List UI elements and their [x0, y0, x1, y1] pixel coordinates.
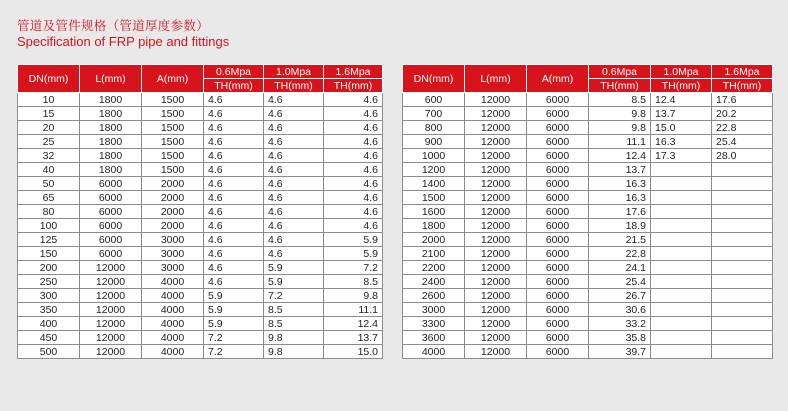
header-dn: DN(mm)	[18, 65, 80, 93]
table-cell	[712, 177, 773, 191]
table-cell	[712, 289, 773, 303]
table-row	[18, 289, 383, 303]
header-pressure-16: 1.6Mpa	[712, 65, 773, 79]
table-row	[403, 121, 773, 135]
table-cell: 5.9	[264, 275, 324, 289]
table-row	[403, 205, 773, 219]
table-cell: 4.6	[264, 247, 324, 261]
table-cell: 4.6	[204, 275, 264, 289]
table-cell: 20	[18, 121, 80, 135]
table-row	[18, 275, 383, 289]
table-cell: 9.8	[589, 121, 651, 135]
table-cell: 4.6	[324, 163, 383, 177]
table-row	[403, 261, 773, 275]
header-a: A(mm)	[142, 65, 204, 93]
table-cell: 6000	[527, 149, 589, 163]
table-cell: 6000	[527, 121, 589, 135]
table-cell: 1500	[142, 107, 204, 121]
table-cell: 6000	[527, 163, 589, 177]
table-cell: 7.2	[324, 261, 383, 275]
table-cell: 17.3	[651, 149, 712, 163]
table-cell: 1800	[403, 219, 465, 233]
table-cell: 4.6	[204, 121, 264, 135]
table-cell: 12000	[465, 233, 527, 247]
table-cell: 1200	[403, 163, 465, 177]
table-cell: 1800	[80, 93, 142, 107]
table-cell: 4000	[142, 345, 204, 359]
table-cell: 22.8	[712, 121, 773, 135]
table-cell: 6000	[527, 317, 589, 331]
table-cell	[651, 303, 712, 317]
table-cell: 6000	[527, 303, 589, 317]
table-cell	[712, 163, 773, 177]
table-cell: 12000	[80, 261, 142, 275]
table-cell	[712, 205, 773, 219]
table-row	[403, 233, 773, 247]
table-row	[18, 177, 383, 191]
header-pressure-10: 1.0Mpa	[651, 65, 712, 79]
header-pressure-06: 0.6Mpa	[204, 65, 264, 79]
table-row	[403, 275, 773, 289]
table-row	[18, 135, 383, 149]
table-cell: 25.4	[589, 275, 651, 289]
table-cell: 9.8	[589, 107, 651, 121]
table-cell	[651, 345, 712, 359]
table-cell: 5.9	[204, 303, 264, 317]
table-cell: 12000	[465, 135, 527, 149]
table-cell: 6000	[527, 345, 589, 359]
table-cell: 4.6	[204, 93, 264, 107]
table-cell: 4000	[142, 331, 204, 345]
table-row	[18, 107, 383, 121]
table-cell: 800	[403, 121, 465, 135]
table-cell: 12000	[80, 275, 142, 289]
table-row	[18, 331, 383, 345]
table-cell: 4.6	[204, 135, 264, 149]
table-row	[18, 149, 383, 163]
page-title-en: Specification of FRP pipe and fittings	[17, 34, 230, 49]
table-cell	[651, 247, 712, 261]
table-cell: 4.6	[204, 163, 264, 177]
spec-table-right	[402, 64, 773, 359]
table-cell: 6000	[527, 135, 589, 149]
table-cell: 4.6	[264, 135, 324, 149]
table-cell: 4.6	[264, 121, 324, 135]
table-cell	[651, 205, 712, 219]
header-pressure-16: 1.6Mpa	[324, 65, 383, 79]
table-cell: 12000	[465, 289, 527, 303]
table-cell: 8.5	[264, 303, 324, 317]
table-cell: 22.8	[589, 247, 651, 261]
header-th: TH(mm)	[589, 79, 651, 93]
table-cell: 12000	[465, 345, 527, 359]
table-cell: 700	[403, 107, 465, 121]
table-cell: 3300	[403, 317, 465, 331]
table-cell: 12.4	[651, 93, 712, 107]
table-cell: 7.2	[204, 331, 264, 345]
table-cell	[712, 331, 773, 345]
table-cell: 6000	[527, 261, 589, 275]
table-row	[18, 233, 383, 247]
table-cell: 900	[403, 135, 465, 149]
table-cell: 6000	[80, 177, 142, 191]
table-cell: 16.3	[589, 191, 651, 205]
table-row	[18, 261, 383, 275]
table-cell: 6000	[527, 233, 589, 247]
table-cell	[651, 233, 712, 247]
table-cell: 12.4	[589, 149, 651, 163]
table-cell: 4000	[403, 345, 465, 359]
table-cell	[712, 261, 773, 275]
table-cell: 7.2	[264, 289, 324, 303]
table-cell: 1800	[80, 135, 142, 149]
table-row	[18, 345, 383, 359]
table-cell: 4000	[142, 317, 204, 331]
table-cell: 65	[18, 191, 80, 205]
table-row	[18, 303, 383, 317]
table-cell	[712, 275, 773, 289]
table-cell: 6000	[80, 219, 142, 233]
table-cell: 4.6	[324, 121, 383, 135]
table-cell	[651, 219, 712, 233]
table-cell: 6000	[80, 205, 142, 219]
table-cell: 25.4	[712, 135, 773, 149]
table-cell: 4.6	[204, 149, 264, 163]
table-cell: 6000	[527, 107, 589, 121]
table-row	[403, 317, 773, 331]
table-row	[403, 135, 773, 149]
table-cell: 15.0	[651, 121, 712, 135]
table-row	[403, 247, 773, 261]
table-cell: 6000	[527, 331, 589, 345]
table-row	[18, 247, 383, 261]
table-cell: 12000	[465, 219, 527, 233]
header-pressure-06: 0.6Mpa	[589, 65, 651, 79]
table-cell: 12000	[465, 275, 527, 289]
table-cell: 500	[18, 345, 80, 359]
table-cell: 4.6	[204, 205, 264, 219]
table-cell: 9.8	[324, 289, 383, 303]
table-cell: 4.6	[324, 191, 383, 205]
table-cell: 4.6	[264, 93, 324, 107]
table-cell: 80	[18, 205, 80, 219]
table-cell	[651, 163, 712, 177]
table-cell: 4000	[142, 275, 204, 289]
table-cell: 12000	[80, 289, 142, 303]
table-row	[403, 219, 773, 233]
table-cell: 12000	[465, 163, 527, 177]
table-row	[18, 205, 383, 219]
table-cell: 3000	[142, 233, 204, 247]
table-cell: 6000	[527, 205, 589, 219]
table-cell: 4.6	[264, 219, 324, 233]
header-l: L(mm)	[465, 65, 527, 93]
table-row	[18, 163, 383, 177]
header-th: TH(mm)	[264, 79, 324, 93]
table-row	[403, 93, 773, 107]
table-cell	[712, 303, 773, 317]
table-cell: 2000	[142, 219, 204, 233]
table-cell: 8.5	[324, 275, 383, 289]
table-row	[18, 317, 383, 331]
table-row	[403, 331, 773, 345]
table-cell: 11.1	[589, 135, 651, 149]
table-cell: 12000	[465, 331, 527, 345]
table-cell: 16.3	[651, 135, 712, 149]
table-cell: 1500	[142, 163, 204, 177]
table-cell: 12000	[80, 345, 142, 359]
table-cell: 2200	[403, 261, 465, 275]
table-cell: 2000	[403, 233, 465, 247]
table-cell: 12000	[80, 303, 142, 317]
table-cell	[712, 191, 773, 205]
table-cell: 4.6	[324, 177, 383, 191]
table-cell: 12000	[465, 303, 527, 317]
title-block	[17, 18, 229, 50]
table-cell: 4000	[142, 289, 204, 303]
table-cell	[651, 331, 712, 345]
table-cell: 24.1	[589, 261, 651, 275]
header-th: TH(mm)	[651, 79, 712, 93]
table-cell: 1500	[142, 149, 204, 163]
table-cell: 4.6	[204, 219, 264, 233]
table-cell: 4.6	[204, 247, 264, 261]
table-row	[403, 345, 773, 359]
table-cell: 3000	[142, 247, 204, 261]
table-cell: 33.2	[589, 317, 651, 331]
table-cell: 7.2	[204, 345, 264, 359]
table-cell: 1800	[80, 107, 142, 121]
table-cell	[651, 289, 712, 303]
table-cell: 4.6	[324, 135, 383, 149]
table-cell: 4000	[142, 303, 204, 317]
table-row	[403, 107, 773, 121]
table-cell: 4.6	[324, 219, 383, 233]
header-th: TH(mm)	[204, 79, 264, 93]
table-cell: 5.9	[204, 289, 264, 303]
table-cell: 4.6	[264, 163, 324, 177]
table-cell: 15	[18, 107, 80, 121]
table-row	[403, 177, 773, 191]
table-cell: 12.4	[324, 317, 383, 331]
table-cell: 8.5	[264, 317, 324, 331]
table-cell: 1500	[142, 93, 204, 107]
table-cell: 300	[18, 289, 80, 303]
table-cell: 4.6	[264, 205, 324, 219]
table-cell: 2400	[403, 275, 465, 289]
table-cell: 13.7	[651, 107, 712, 121]
table-cell: 17.6	[589, 205, 651, 219]
table-row	[403, 191, 773, 205]
table-cell: 6000	[527, 93, 589, 107]
table-cell: 250	[18, 275, 80, 289]
table-cell: 28.0	[712, 149, 773, 163]
table-cell	[651, 191, 712, 205]
header-pressure-10: 1.0Mpa	[264, 65, 324, 79]
table-cell: 3000	[142, 261, 204, 275]
table-row	[18, 93, 383, 107]
page-title-cn: 管道及管件规格（管道厚度参数）	[17, 19, 210, 33]
table-cell	[712, 247, 773, 261]
table-cell: 4.6	[204, 233, 264, 247]
header-l: L(mm)	[80, 65, 142, 93]
table-cell: 6000	[80, 233, 142, 247]
table-cell: 4.6	[324, 107, 383, 121]
table-cell: 3000	[403, 303, 465, 317]
table-cell: 125	[18, 233, 80, 247]
table-cell: 1400	[403, 177, 465, 191]
table-cell: 4.6	[264, 191, 324, 205]
table-cell	[651, 261, 712, 275]
table-cell: 12000	[465, 93, 527, 107]
table-cell: 6000	[527, 275, 589, 289]
header-th: TH(mm)	[712, 79, 773, 93]
table-cell: 5.9	[324, 247, 383, 261]
table-cell: 8.5	[589, 93, 651, 107]
table-cell: 4.6	[204, 191, 264, 205]
table-row	[18, 121, 383, 135]
table-cell: 4.6	[204, 261, 264, 275]
table-cell: 4.6	[264, 177, 324, 191]
table-cell: 15.0	[324, 345, 383, 359]
header-th: TH(mm)	[324, 79, 383, 93]
table-cell: 400	[18, 317, 80, 331]
table-cell: 9.8	[264, 345, 324, 359]
table-cell: 4.6	[324, 205, 383, 219]
table-cell: 600	[403, 93, 465, 107]
table-row	[403, 149, 773, 163]
table-cell	[712, 219, 773, 233]
table-cell: 1500	[403, 191, 465, 205]
table-cell: 39.7	[589, 345, 651, 359]
table-row	[18, 219, 383, 233]
table-cell: 350	[18, 303, 80, 317]
table-cell: 4.6	[324, 93, 383, 107]
table-row	[403, 163, 773, 177]
table-cell: 2600	[403, 289, 465, 303]
table-cell: 1600	[403, 205, 465, 219]
header-a: A(mm)	[527, 65, 589, 93]
table-cell	[651, 317, 712, 331]
table-cell: 5.9	[264, 261, 324, 275]
table-cell: 35.8	[589, 331, 651, 345]
table-cell: 100	[18, 219, 80, 233]
table-cell: 1800	[80, 121, 142, 135]
table-cell: 12000	[465, 205, 527, 219]
table-cell: 4.6	[264, 233, 324, 247]
table-cell: 12000	[80, 331, 142, 345]
table-cell: 26.7	[589, 289, 651, 303]
table-cell: 25	[18, 135, 80, 149]
table-cell: 30.6	[589, 303, 651, 317]
table-cell: 17.6	[712, 93, 773, 107]
table-cell: 12000	[465, 107, 527, 121]
table-cell: 2100	[403, 247, 465, 261]
table-cell: 4.6	[264, 107, 324, 121]
table-cell: 13.7	[589, 163, 651, 177]
table-row	[403, 289, 773, 303]
table-cell: 11.1	[324, 303, 383, 317]
table-row	[18, 191, 383, 205]
table-cell	[651, 275, 712, 289]
table-cell: 4.6	[204, 107, 264, 121]
table-cell: 9.8	[264, 331, 324, 345]
table-cell: 10	[18, 93, 80, 107]
table-cell: 6000	[527, 191, 589, 205]
table-row	[403, 303, 773, 317]
table-cell: 1500	[142, 121, 204, 135]
table-cell: 2000	[142, 191, 204, 205]
table-cell: 4.6	[204, 177, 264, 191]
table-cell: 12000	[465, 261, 527, 275]
table-cell	[712, 317, 773, 331]
table-cell: 21.5	[589, 233, 651, 247]
table-cell: 2000	[142, 177, 204, 191]
table-cell: 1800	[80, 149, 142, 163]
table-cell: 6000	[80, 191, 142, 205]
table-cell: 12000	[465, 177, 527, 191]
header-dn: DN(mm)	[403, 65, 465, 93]
table-cell: 3600	[403, 331, 465, 345]
table-cell: 12000	[465, 317, 527, 331]
table-cell: 32	[18, 149, 80, 163]
table-cell: 4.6	[264, 149, 324, 163]
table-cell: 12000	[80, 317, 142, 331]
table-cell: 6000	[527, 177, 589, 191]
spec-table-left	[17, 64, 383, 359]
table-cell: 16.3	[589, 177, 651, 191]
table-cell: 4.6	[324, 149, 383, 163]
table-cell: 6000	[527, 289, 589, 303]
table-cell: 5.9	[204, 317, 264, 331]
table-cell: 5.9	[324, 233, 383, 247]
table-cell: 13.7	[324, 331, 383, 345]
table-cell: 50	[18, 177, 80, 191]
table-cell: 6000	[527, 219, 589, 233]
table-cell: 20.2	[712, 107, 773, 121]
table-cell: 12000	[465, 121, 527, 135]
table-cell: 2000	[142, 205, 204, 219]
table-cell: 12000	[465, 247, 527, 261]
table-cell	[712, 233, 773, 247]
table-cell: 1500	[142, 135, 204, 149]
table-cell: 12000	[465, 149, 527, 163]
table-cell: 18.9	[589, 219, 651, 233]
table-cell: 150	[18, 247, 80, 261]
table-cell: 6000	[527, 247, 589, 261]
table-cell: 6000	[80, 247, 142, 261]
table-cell: 40	[18, 163, 80, 177]
table-cell: 1800	[80, 163, 142, 177]
table-cell	[651, 177, 712, 191]
table-cell	[712, 345, 773, 359]
table-cell: 12000	[465, 191, 527, 205]
table-cell: 450	[18, 331, 80, 345]
table-cell: 200	[18, 261, 80, 275]
table-cell: 1000	[403, 149, 465, 163]
